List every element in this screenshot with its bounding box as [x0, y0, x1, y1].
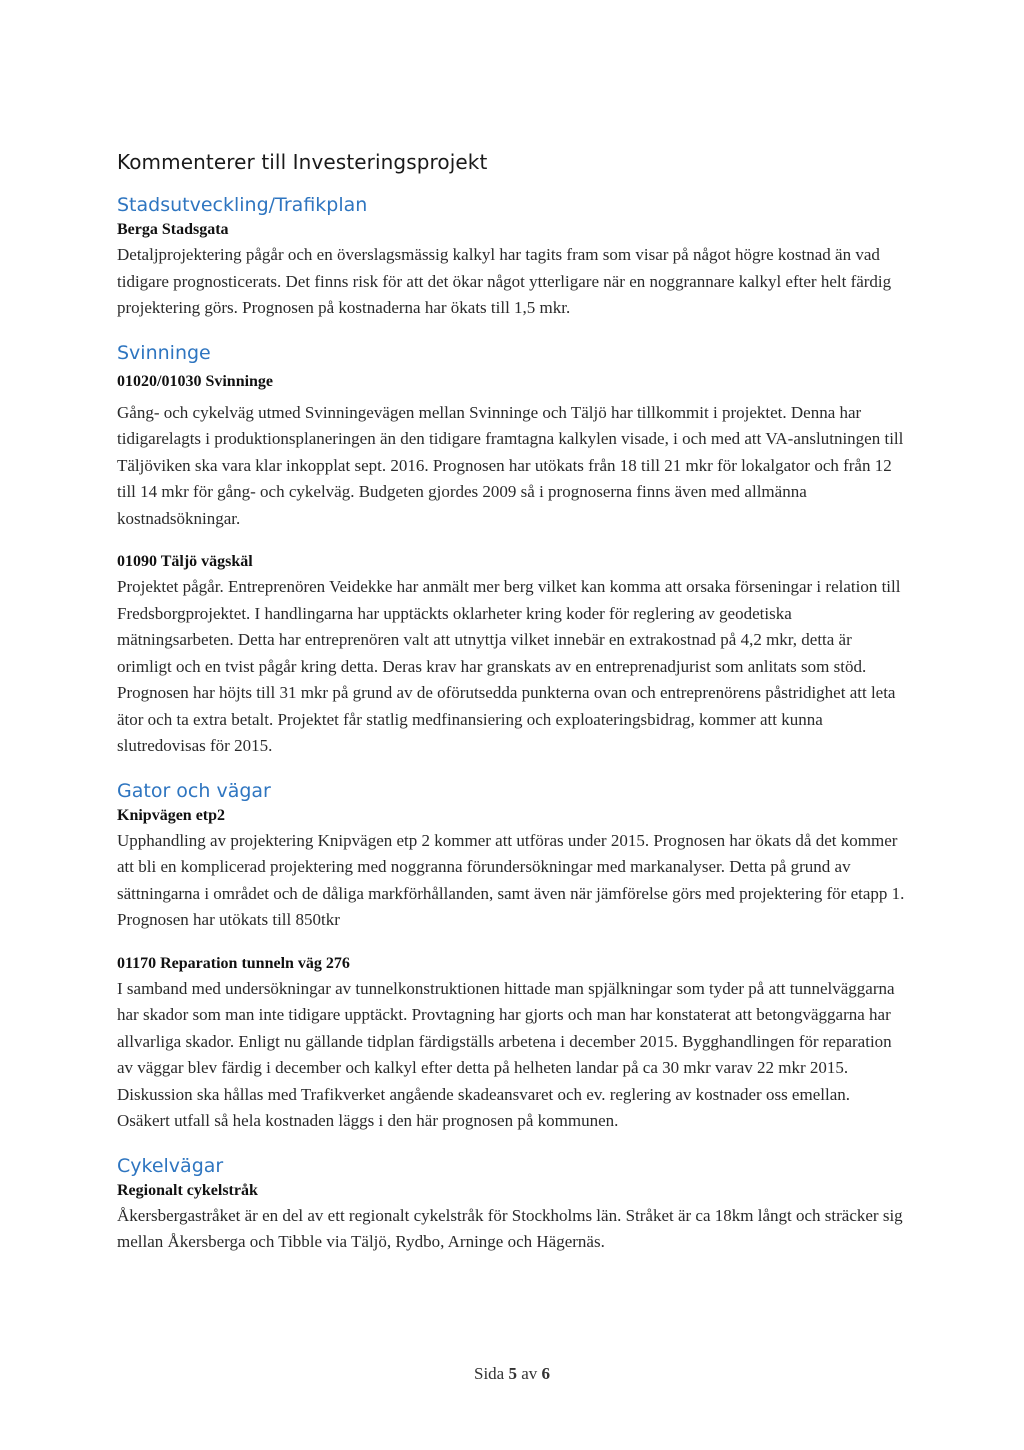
document-title: Kommenterer till Investeringsprojekt	[117, 150, 488, 174]
project-title: Regionalt cykelstråk	[117, 1181, 258, 1199]
project-title: 01020/01030 Svinninge	[117, 372, 274, 390]
document-page	[117, 150, 907, 1276]
project-text: Projektet pågår. Entreprenören Veidekke har anmält mer berg vilket kan komma att orsaka förseningar i relation till Fredsborgprojektet. I handlingarna har upptäckts oklarheter kring koder för reglering av geodetiska mätningsarbeten. Detta har entreprenören valt att utnyttja vilket innebär en extrakostnad på 4,2 mkr, detta är orimligt och en tvist pågår kring detta. Deras krav har granskats av en entreprenadjurist som anlitats som stöd. Prognosen har höjts till 31 mkr på grund av de oförutsedda punkterna ovan och entreprenörens påstridighet att leta ätor och ta extra betalt. Projektet får statlig medfinansiering och exploateringsbidrag, kommer att kunna slutredovisas för 2015.	[117, 577, 901, 755]
project-text: Detaljprojektering pågår och en överslagsmässig kalkyl har tagits fram som visar på något högre kostnad än vad tidigare prognosticerats. Det finns risk för att det ökar något ytterligare när en noggrannare kalkyl efter helt färdig projektering görs. Prognosen på kostnaderna har ökats till 1,5 mkr.	[117, 245, 892, 317]
project-taljo-vagskal	[117, 552, 907, 760]
section-heading-svinninge: Svinninge	[117, 341, 211, 364]
section-heading-gator-och-vagar: Gator och vägar	[117, 779, 271, 802]
project-title: Berga Stadsgata	[117, 221, 229, 238]
project-text: Upphandling av projektering Knipvägen etp 2 kommer att utföras under 2015. Prognosen har ökats då det kommer att bli en komplicerad projektering med noggranna förundersökningar med markanalyser. Detta på grund av sättningarna i området och de dåliga markförhållanden, samt även när jämförelse görs med projektering för etapp 1. Prognosen har utökats till 850tkr	[117, 830, 905, 929]
project-title: 01090 Täljö vägskäl	[117, 553, 253, 570]
project-svinninge	[117, 372, 907, 533]
project-regionalt-cykelstrak	[117, 1181, 907, 1256]
project-text: Gång- och cykelväg utmed Svinningevägen mellan Svinninge och Täljö har tillkommit i projektet. Denna har tidigarelagts i produktionsplaneringen än den tidigare framtagna kalkylen visade, i och med att VA-anslutningen till Täljöviken ska vara klar inkopplat sept. 2016. Prognosen har utökats från 18 till 21 mkr för lokalgator och från 12 till 14 mkr för gång- och cykelväg. Budgeten gjordes 2009 så i prognoserna finns även med allmänna kostnadsökningar.	[117, 402, 904, 528]
project-text: I samband med undersökningar av tunnelkonstruktionen hittade man spjälkningar som tyder på att tunnelväggarna har skador som man inte tidigare upptäckt. Provtagning har gjorts och man har konstaterat att betongväggarna har allvarliga skador. Enligt nu gällande tidplan färdigställs arbetena i december 2015. Bygghandlingen för reparation av väggar blev färdig i december och kalkyl efter detta på helheten landar på ca 30 mkr varav 22 mkr 2015. Diskussion ska hållas med Trafikverket angående skadeansvaret och ev. reglering av kostnader oss emellan. Osäkert utfall så hela kostnaden läggs i den här prognosen på kommunen.	[117, 978, 895, 1130]
section-heading-cykelvagar: Cykelvägar	[117, 1154, 224, 1177]
project-title: Knipvägen etp2	[117, 806, 226, 824]
project-text: Åkersbergastråket är en del av ett regionalt cykelstråk för Stockholms län. Stråket är ca 18km långt och sträcker sig mellan Åkersberga och Tibble via Täljö, Rydbo, Arninge och Hägernäs.	[117, 1205, 903, 1251]
page-footer	[0, 1364, 1024, 1384]
footer-total-pages: 6	[541, 1364, 551, 1383]
footer-separator: av	[521, 1364, 538, 1383]
footer-page-number: 5	[508, 1364, 517, 1383]
section-heading-stadsutveckling: Stadsutveckling/Trafikplan	[117, 194, 368, 216]
footer-prefix: Sida	[473, 1364, 505, 1383]
project-tunneln-vag-276	[117, 954, 907, 1135]
project-berga-stadsgata	[117, 220, 907, 322]
project-title: 01170 Reparation tunneln väg 276	[117, 954, 350, 972]
project-knipvagen	[117, 806, 907, 934]
